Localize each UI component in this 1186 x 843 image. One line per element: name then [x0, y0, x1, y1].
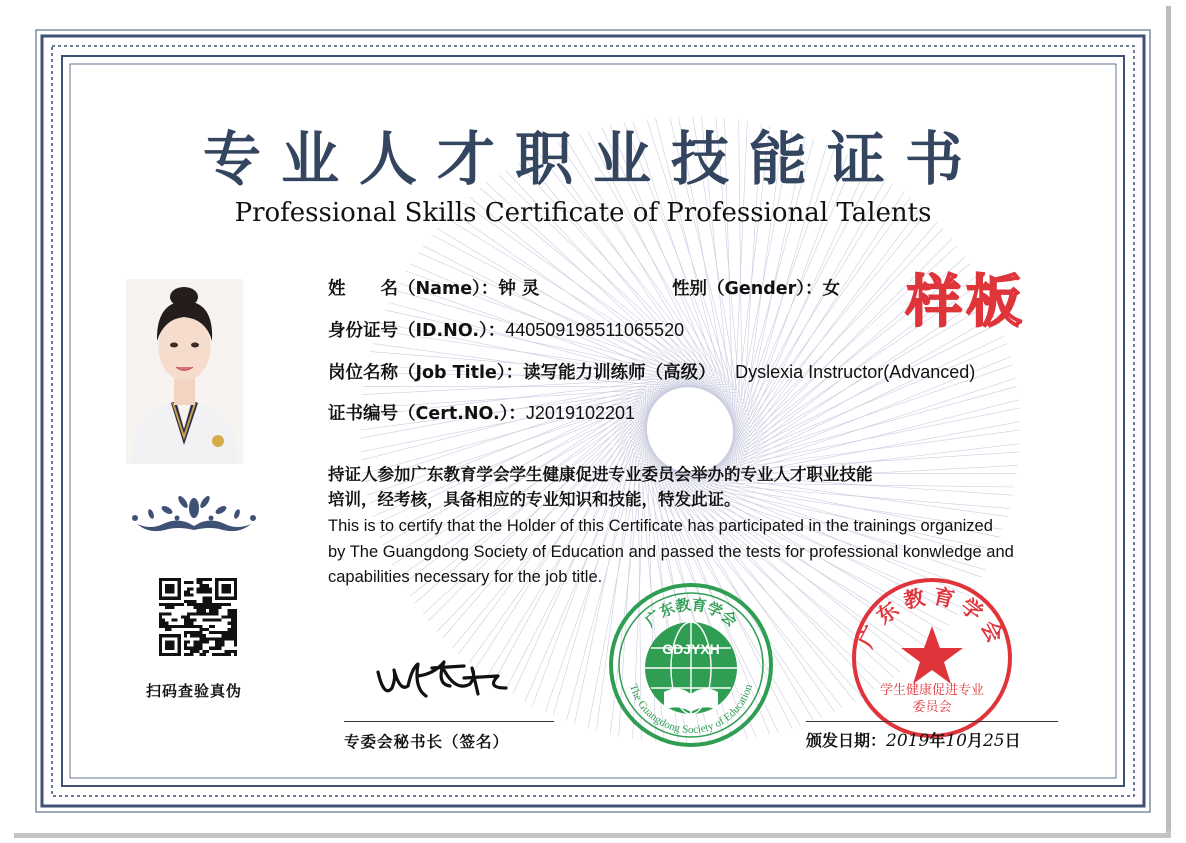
signature-label: 专委会秘书长（签名） — [344, 733, 510, 751]
statement-cn-line-2: 培训，经考核，具备相应的专业知识和技能，特发此证。 — [328, 490, 741, 509]
id-label: 身份证号（ID.NO.）： — [328, 321, 506, 341]
statement-cn — [328, 462, 1078, 512]
green-seal-top-text: 广东教育学会 — [641, 595, 741, 631]
name-label: 姓 名（Name）： — [328, 279, 499, 299]
red-seal-ring-text: 广东教育学会 — [853, 583, 1011, 652]
statement-en-line-1: This is to certify that the Holder of this Certificate has participated in the trainings organized — [328, 517, 993, 535]
red-seal-bottom-line-1: 学生健康促进专业 — [879, 683, 985, 698]
qr-code-icon — [159, 578, 237, 656]
date-month: 10 — [945, 731, 967, 751]
job-value-cn: 读写能力训练师（高级） — [523, 363, 716, 383]
statement-cn-line-1: 持证人参加广东教育学会学生健康促进专业委员会举办的专业人才职业技能 — [328, 465, 873, 484]
date-month-unit: 月 — [966, 731, 983, 750]
gender-value: 女 — [822, 279, 840, 299]
statement-en-line-2: by The Guangdong Society of Education and passed the tests for professional konwledge and — [328, 542, 1014, 561]
signature-line — [344, 721, 554, 722]
field-gender-row — [672, 277, 840, 301]
name-value: 钟 灵 — [498, 279, 540, 299]
field-job-row — [328, 360, 975, 385]
red-committee-seal-icon — [848, 574, 1016, 742]
date-day: 25 — [982, 731, 1005, 751]
green-seal-ring-text: The Guangdong Society of Education — [626, 682, 756, 737]
sample-watermark: 样板 — [906, 269, 1026, 335]
date-day-unit: 日 — [1004, 731, 1021, 750]
date-year-unit: 年 — [929, 731, 946, 750]
gender-label: 性别（Gender）： — [672, 279, 823, 299]
qr-verify-label: 扫码查验真伪 — [145, 682, 242, 700]
date-year: 2019 — [886, 731, 930, 751]
certificate-title-cn: 专业人才职业技能证书 — [202, 125, 983, 193]
field-id-row — [328, 318, 684, 343]
statement-en-line-3: capabilities necessary for the job title. — [328, 568, 603, 586]
floral-ornament-icon — [127, 486, 261, 540]
date-label: 颁发日期： — [806, 731, 887, 750]
job-label: 岗位名称（Job Title）： — [328, 363, 524, 383]
id-value: 440509198511065520 — [505, 320, 685, 340]
cert-value: J2019102201 — [525, 403, 636, 423]
holder-photo — [126, 279, 243, 464]
field-cert-row — [328, 401, 635, 426]
cert-label: 证书编号（Cert.NO.）： — [328, 404, 526, 424]
issue-date — [806, 728, 1021, 751]
red-seal-bottom-line-2: 委员会 — [912, 700, 952, 715]
green-seal-center-text: GDJYXH — [662, 641, 720, 657]
signature-icon — [374, 648, 524, 708]
date-line — [806, 721, 1058, 722]
job-value-en: Dyslexia Instructor(Advanced) — [735, 362, 976, 382]
certificate-title-en: Professional Skills Certificate of Professional Talents — [234, 198, 932, 228]
field-name-row — [328, 277, 539, 301]
green-society-seal-icon — [606, 580, 776, 750]
